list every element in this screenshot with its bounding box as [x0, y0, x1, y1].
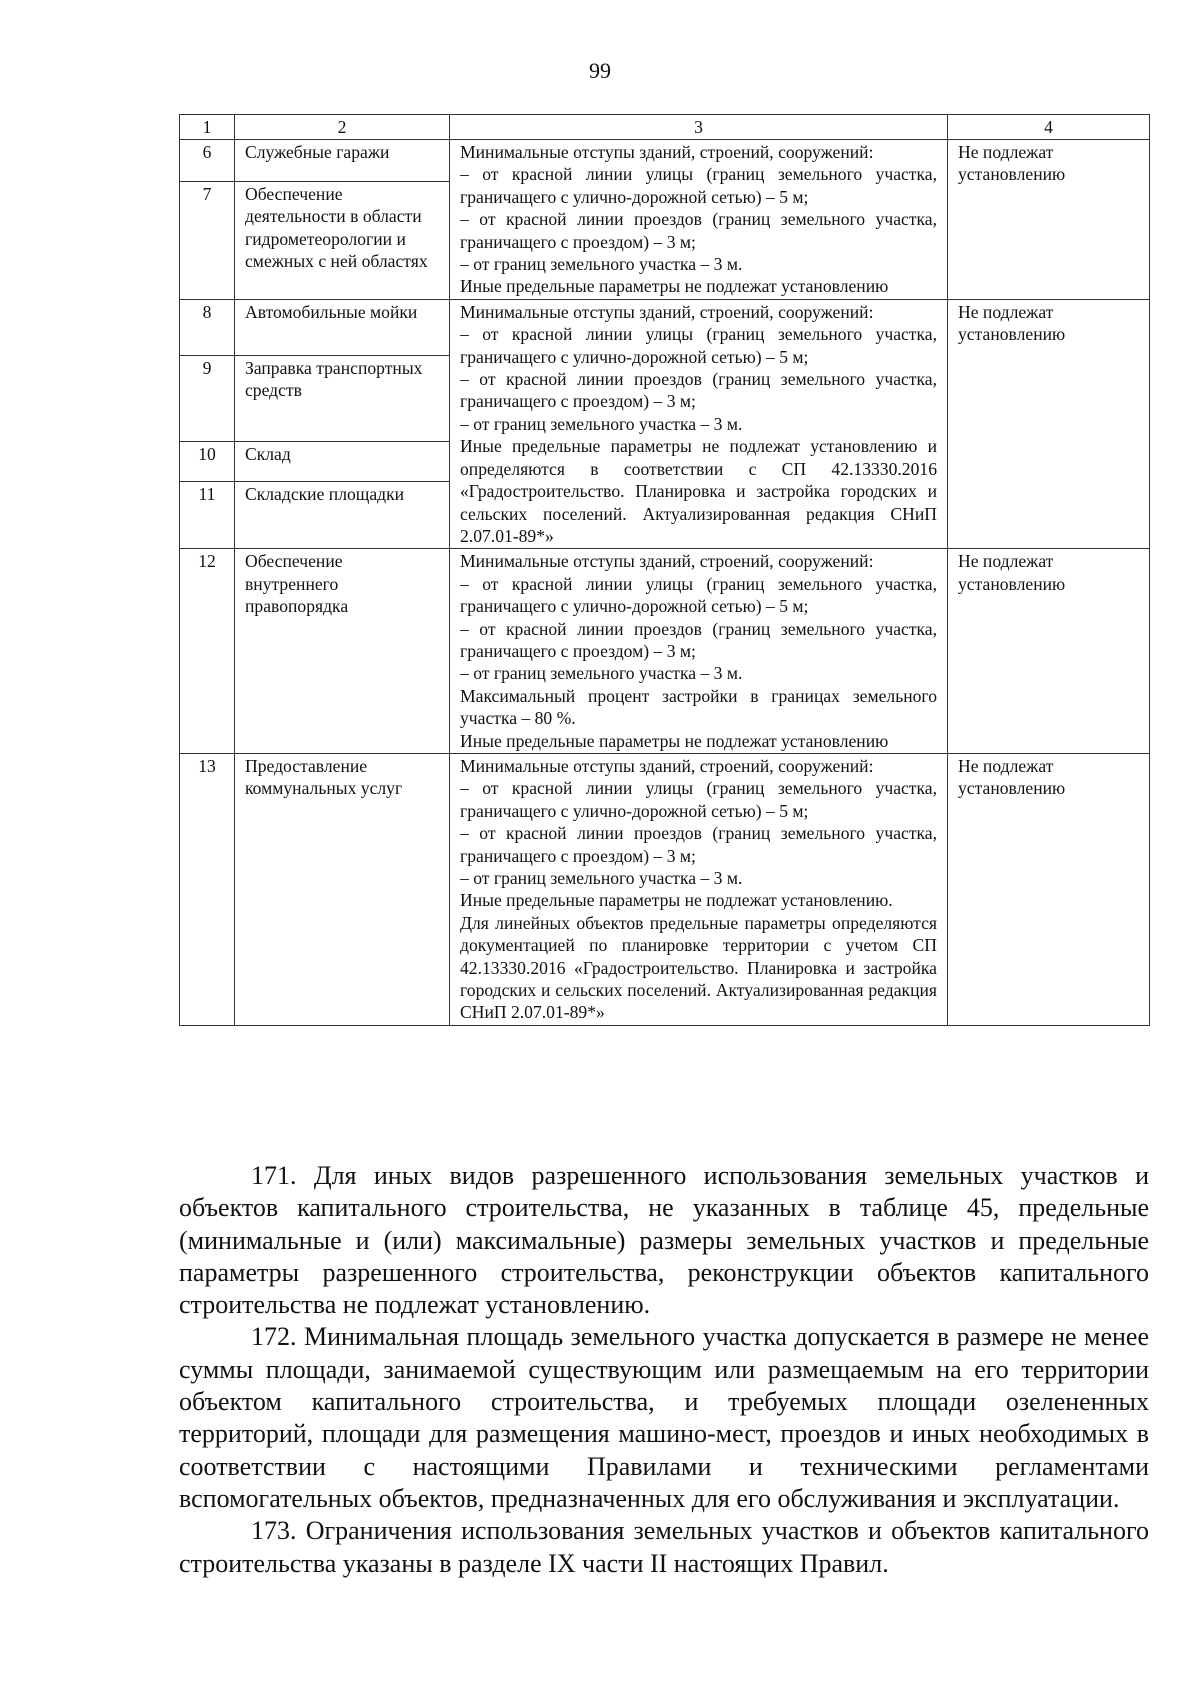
- plot-size-limits: Не подлежат установлению: [948, 549, 1150, 754]
- param-line: Иные предельные параметры не подлежат установлению.: [460, 890, 893, 911]
- land-use-type: Обеспечение деятельности в области гидрометеорологии и смежных с ней областях: [235, 182, 450, 300]
- param-line: Максимальный процент застройки в границах земельного участка – 80 %.: [460, 685, 937, 729]
- row-number: 9: [180, 355, 235, 441]
- row-number: 13: [180, 753, 235, 1025]
- param-line: – от красной линии проездов (границ земельного участка, граничащего с проездом) – 3 м;: [460, 823, 937, 866]
- body-paragraphs: [179, 1160, 1149, 1580]
- table-header-row: [180, 115, 1150, 140]
- row-number: 6: [180, 140, 235, 182]
- building-parameters: [450, 140, 948, 300]
- param-line: – от красной линии улицы (границ земельного участка, граничащего с улично-дорожной сетью) – 5 м;: [460, 573, 937, 617]
- land-use-type: Автомобильные мойки: [235, 299, 450, 355]
- param-line: – от красной линии проездов (границ земельного участка, граничащего с проездом) – 3 м;: [460, 369, 937, 412]
- column-header-2: 2: [235, 115, 450, 140]
- param-line: – от красной линии улицы (границ земельного участка, граничащего с улично-дорожной сетью) – 5 м;: [460, 778, 937, 821]
- row-number: 7: [180, 182, 235, 300]
- row-number: 12: [180, 549, 235, 754]
- column-header-4: 4: [948, 115, 1150, 140]
- param-line: Иные предельные параметры не подлежат установлению и определяются в соответствии с СП 42.13330.2016 «Градостроительство. Планировка и застройка городских и сельских поселений. Актуализированная редакция СНиП 2.07.01-89*»: [460, 436, 937, 546]
- land-use-type: Заправка транспортных средств: [235, 355, 450, 441]
- plot-size-limits: Не подлежат установлению: [948, 299, 1150, 548]
- building-parameters: [450, 549, 948, 754]
- row-number: 8: [180, 299, 235, 355]
- land-use-type: Склад: [235, 441, 450, 481]
- building-parameters: [450, 753, 948, 1025]
- param-line: – от границ земельного участка – 3 м.: [460, 663, 743, 684]
- param-line: – от красной линии проездов (границ земельного участка, граничащего с проездом) – 3 м;: [460, 209, 937, 252]
- param-line: Минимальные отступы зданий, строений, сооружений:: [460, 551, 874, 572]
- param-line: – от границ земельного участка – 3 м.: [460, 254, 743, 275]
- param-line: Иные предельные параметры не подлежат установлению: [460, 730, 889, 751]
- param-line: – от границ земельного участка – 3 м.: [460, 413, 743, 434]
- plot-size-limits: Не подлежат установлению: [948, 753, 1150, 1025]
- paragraph-173: 173. Ограничения использования земельных участков и объектов капитального строительства указаны в разделе IX части II настоящих Правил.: [179, 1516, 1149, 1578]
- column-header-3: 3: [450, 115, 948, 140]
- param-line: Минимальные отступы зданий, строений, сооружений:: [460, 301, 874, 322]
- land-use-type: Обеспечение внутреннего правопорядка: [235, 549, 450, 754]
- row-number: 11: [180, 481, 235, 548]
- column-header-1: 1: [180, 115, 235, 140]
- table-row: [180, 299, 1150, 355]
- param-line: Для линейных объектов предельные параметры определяются документацией по планировке территории с учетом СП 42.13330.2016 «Градостроительство. Планировка и застройка городских и сельских поселений. Актуализированная редакция СНиП 2.07.01-89*»: [460, 912, 937, 1023]
- row-number: 10: [180, 441, 235, 481]
- param-line: Минимальные отступы зданий, строений, сооружений:: [460, 755, 874, 776]
- param-line: – от красной линии улицы (границ земельного участка, граничащего с улично-дорожной сетью) – 5 м;: [460, 164, 937, 207]
- table-row: [180, 753, 1150, 1025]
- param-line: Минимальные отступы зданий, строений, сооружений:: [460, 142, 874, 162]
- land-use-parameters-table: [179, 114, 1150, 1026]
- param-line: – от красной линии улицы (границ земельного участка, граничащего с улично-дорожной сетью) – 5 м;: [460, 324, 937, 367]
- paragraph-172: 172. Минимальная площадь земельного участка допускается в размере не менее суммы площади, занимаемой существующим или размещаемым на его территории объектом капитального строительства, и требуемых площади озелененных территорий, площади для размещения машино-мест, проездов и иных необходимых в соответствии с настоящими Правилами и техническими регламентами вспомогательных объектов, предназначенных для его обслуживания и эксплуатации.: [179, 1322, 1149, 1513]
- land-use-type: Служебные гаражи: [235, 140, 450, 182]
- paragraph-171: 171. Для иных видов разрешенного использования земельных участков и объектов капитального строительства, не указанных в таблице 45, предельные (минимальные и (или) максимальные) размеры земельных участков и предельные параметры разрешенного строительства, реконструкции объектов капитального строительства не подлежат установлению.: [179, 1161, 1149, 1320]
- param-line: – от границ земельного участка – 3 м.: [460, 868, 743, 888]
- land-use-type: Предоставление коммунальных услуг: [235, 753, 450, 1025]
- table-row: [180, 140, 1150, 182]
- param-line: Иные предельные параметры не подлежат установлению: [460, 276, 889, 297]
- land-use-type: Складские площадки: [235, 481, 450, 548]
- page-number: 99: [589, 58, 611, 83]
- plot-size-limits: Не подлежат установлению: [948, 140, 1150, 300]
- param-line: – от красной линии проездов (границ земельного участка, граничащего с проездом) – 3 м;: [460, 618, 937, 661]
- building-parameters: [450, 299, 948, 548]
- table-row: [180, 549, 1150, 754]
